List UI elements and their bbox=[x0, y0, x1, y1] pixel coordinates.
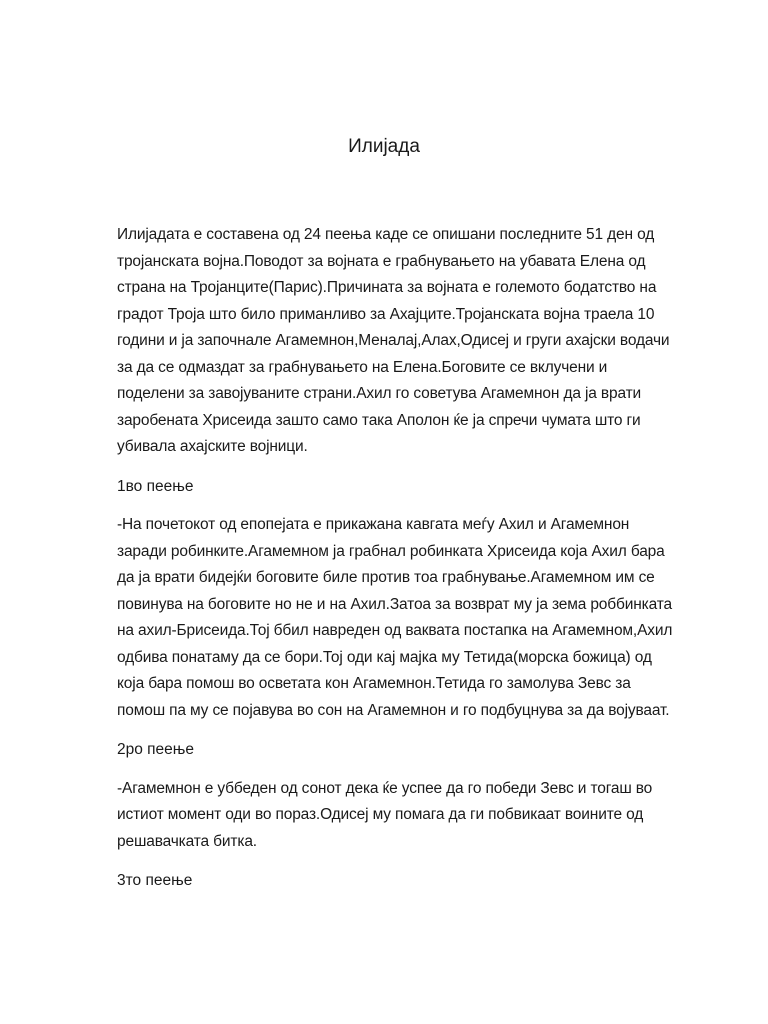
section-paragraph-2: -Агамемнон е уббеден од сонот дека ќе успее да го победи Зевс и тогаш во истиот момент оди во пораз.Одисеј му помага да ги побвикаат воините од решавачката битка. bbox=[117, 779, 653, 850]
document-body bbox=[117, 222, 677, 907]
intro-paragraph: Илијадата е составена од 24 пеења каде се опишани последните 51 ден од тројанската војна.Поводот за војната е грабнувањето на убавата Елена од страна на Тројанците(Парис).Причината за војната е големото бодатство на градот Троја што било приманливо за Ахајците.Тројанската војна траела 10 години и ја започнале Агамемнон,Меналај,Алах,Одисеј и груги ахајски водачи за да се одмаздат за грабнувањето на Елена.Боговите се вклучени и поделени за завојуваните страни.Ахил го советува Агамемнон да ја врати заробената Хрисеида зашто само така Аполон ќе ја спречи чумата што ги убивала ахајските војници. bbox=[117, 226, 670, 455]
section-paragraph-1: -На почетокот од епопејата е прикажана кавгата меѓу Ахил и Агамемнон заради робинките.Агамемном ја грабнал робинката Хрисеида која Ахил бара да ја врати бидејќи боговите биле против тоа грабнување.Агамемном им се повинува на боговите но не и на Ахил.Затоа за возврат му ја зема роббинката на ахил-Брисеида.Тој ббил навреден од ваквата постапка на Агамемном,Ахил одбива понатаму да се бори.Тој оди кај мајка му Тетида(морска божица) од која бара помош во осветата кон Агамемнон.Тетида го замолува Зевс за помош па му се појавува во сон на Агамемнон и го подбуцнува за да војуваат. bbox=[117, 516, 673, 719]
section-heading-2: 2ро пеење bbox=[117, 741, 195, 758]
section-heading-3: 3то пеење bbox=[117, 872, 193, 889]
document-title: Илијада bbox=[348, 136, 420, 157]
section-heading-1: 1во пеење bbox=[117, 477, 194, 495]
